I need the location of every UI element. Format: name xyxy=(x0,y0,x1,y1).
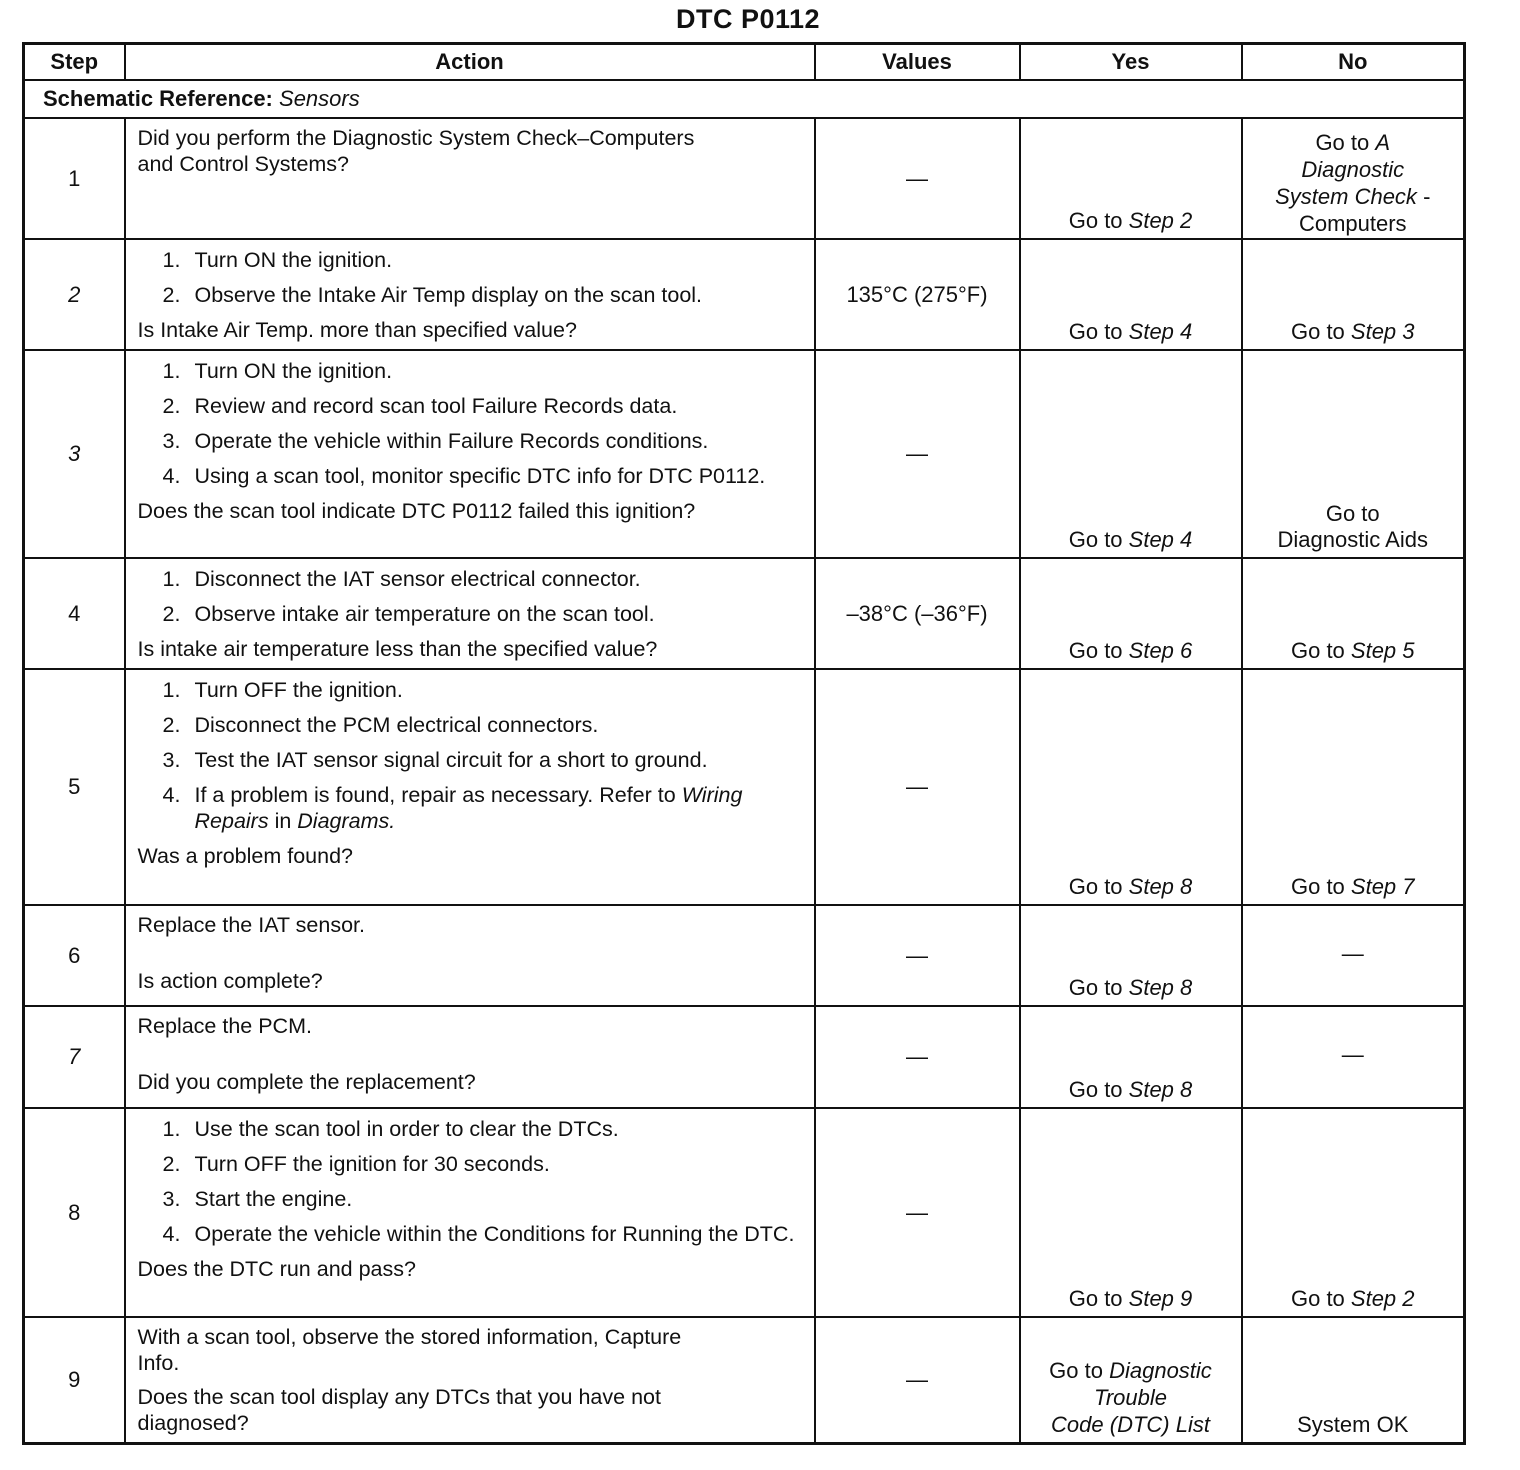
step-yes: Go to Step 4 xyxy=(1020,350,1242,558)
list-item: 2. Turn OFF the ignition for 30 seconds. xyxy=(162,1152,550,1176)
list-item: 3. Operate the vehicle within Failure Records conditions. xyxy=(162,429,709,453)
step-value: — xyxy=(815,905,1020,1006)
diagrams-link[interactable]: Diagrams. xyxy=(297,809,396,833)
list-item: 1. Use the scan tool in order to clear the DTCs. xyxy=(162,1117,619,1141)
step-yes: Go to Step 8 xyxy=(1020,905,1242,1006)
step-value: — xyxy=(815,1006,1020,1108)
step-no: Go to Step 7 xyxy=(1242,669,1465,905)
step-yes: Go to Step 6 xyxy=(1020,558,1242,669)
step-question: Does the scan tool display any DTCs that you have not diagnosed? xyxy=(137,1385,661,1435)
header-row xyxy=(24,44,1465,81)
step-action xyxy=(125,239,815,350)
step-link[interactable]: Step 4 xyxy=(1128,319,1193,344)
schematic-reference xyxy=(24,80,1465,118)
wiring-repairs-link[interactable]: Wiring Repairs xyxy=(194,783,743,833)
step-number: 8 xyxy=(24,1108,125,1317)
step-link[interactable]: Step 7 xyxy=(1350,874,1415,899)
step-question: Did you complete the replacement? xyxy=(137,1070,476,1094)
step-action xyxy=(125,350,815,558)
schematic-row xyxy=(24,80,1465,118)
step-link[interactable]: Code (DTC) List xyxy=(1051,1412,1210,1437)
step-action xyxy=(125,1006,815,1108)
step-link[interactable]: Step 2 xyxy=(1128,208,1193,233)
table-row xyxy=(24,1108,1465,1317)
table-row xyxy=(24,1317,1465,1444)
step-link[interactable]: Diagnostic xyxy=(1109,1358,1212,1383)
step-link[interactable]: Step 5 xyxy=(1350,638,1415,663)
step-value: — xyxy=(815,350,1020,558)
step-question: Is Intake Air Temp. more than specified value? xyxy=(137,318,577,342)
list-item: 1. Disconnect the IAT sensor electrical connector. xyxy=(162,567,641,591)
action-line: With a scan tool, observe the stored information, Capture Info. xyxy=(137,1325,682,1375)
list-item: 2. Observe the Intake Air Temp display on the scan tool. xyxy=(162,283,703,307)
step-action xyxy=(125,1108,815,1317)
list-item: 1. Turn OFF the ignition. xyxy=(162,678,403,702)
header-no: No xyxy=(1242,44,1465,81)
header-step: Step xyxy=(24,44,125,81)
step-number: 5 xyxy=(24,669,125,905)
header-yes: Yes xyxy=(1020,44,1242,81)
dtc-table xyxy=(22,42,1466,1445)
step-no: Go to Step 5 xyxy=(1242,558,1465,669)
step-number: 3 xyxy=(24,350,125,558)
step-link[interactable]: Step 8 xyxy=(1128,874,1193,899)
step-yes: Go to Step 9 xyxy=(1020,1108,1242,1317)
step-question: Does the scan tool indicate DTC P0112 failed this ignition? xyxy=(137,499,696,523)
step-action xyxy=(125,905,815,1006)
step-number: 7 xyxy=(24,1006,125,1108)
step-link[interactable]: Step 3 xyxy=(1350,319,1415,344)
step-link[interactable]: Step 8 xyxy=(1128,975,1193,1000)
step-link[interactable]: Diagnostic xyxy=(1301,157,1405,182)
link-suffix: Computers xyxy=(1298,211,1407,236)
step-value: — xyxy=(815,118,1020,239)
list-item: 3. Test the IAT sensor signal circuit for a short to ground. xyxy=(162,748,708,772)
step-no: — xyxy=(1242,1006,1465,1108)
step-action xyxy=(125,669,815,905)
header-values: Values xyxy=(815,44,1020,81)
step-question: Is action complete? xyxy=(137,969,323,993)
list-item: 1. Turn ON the ignition. xyxy=(162,248,393,272)
step-yes: Go to Step 8 xyxy=(1020,669,1242,905)
step-question: Is intake air temperature less than the specified value? xyxy=(137,637,658,661)
table-row xyxy=(24,239,1465,350)
step-value: –38°C (–36°F) xyxy=(815,558,1020,669)
goto-text: Go to xyxy=(1315,130,1370,155)
table-row xyxy=(24,350,1465,558)
list-item: 4. If a problem is found, repair as necessary. Refer to Wiring Repairs in Diagrams. xyxy=(162,783,743,833)
list-item: 4. Operate the vehicle within the Conditions for Running the DTC. xyxy=(162,1222,795,1246)
table-row xyxy=(24,118,1465,239)
step-yes: Go to Diagnostic Trouble Code (DTC) List xyxy=(1020,1317,1242,1444)
step-link[interactable]: Step 2 xyxy=(1350,1286,1415,1311)
step-link[interactable]: A xyxy=(1375,130,1391,155)
step-value: — xyxy=(815,669,1020,905)
table-row xyxy=(24,558,1465,669)
action-line: Replace the PCM. xyxy=(137,1014,312,1038)
diagnostic-aids-link[interactable]: Diagnostic Aids xyxy=(1277,527,1428,552)
goto-text: Go to xyxy=(1325,501,1380,526)
step-no xyxy=(1242,350,1465,558)
schematic-label: Schematic Reference: xyxy=(43,86,273,111)
table-row xyxy=(24,1006,1465,1108)
step-value: — xyxy=(815,1317,1020,1444)
step-number: 6 xyxy=(24,905,125,1006)
action-line: Did you perform the Diagnostic System Check–Computers xyxy=(137,126,695,150)
step-question: Does the DTC run and pass? xyxy=(137,1257,416,1281)
step-link[interactable]: Trouble xyxy=(1094,1385,1167,1410)
step-no: Go to Step 3 xyxy=(1242,239,1465,350)
table-row xyxy=(24,905,1465,1006)
step-action xyxy=(125,1317,815,1444)
step-no: System OK xyxy=(1242,1317,1465,1444)
step-value: — xyxy=(815,1108,1020,1317)
step-value: 135°C (275°F) xyxy=(815,239,1020,350)
step-no xyxy=(1242,118,1465,239)
step-yes: Go to Step 4 xyxy=(1020,239,1242,350)
step-number: 4 xyxy=(24,558,125,669)
list-item: 2. Observe intake air temperature on the scan tool. xyxy=(162,602,655,626)
step-action xyxy=(125,118,815,239)
list-item: 2. Disconnect the PCM electrical connectors. xyxy=(162,713,599,737)
step-question: Was a problem found? xyxy=(137,844,354,868)
step-link[interactable]: Step 8 xyxy=(1128,1077,1193,1102)
list-item: 2. Review and record scan tool Failure Records data. xyxy=(162,394,678,418)
separator-text: - xyxy=(1423,184,1431,209)
header-action: Action xyxy=(125,44,815,81)
step-yes: Go to Step 8 xyxy=(1020,1006,1242,1108)
step-number: 9 xyxy=(24,1317,125,1444)
page-title: DTC P0112 xyxy=(675,4,821,34)
step-link[interactable]: Step 4 xyxy=(1128,527,1193,552)
schematic-value: Sensors xyxy=(279,86,360,111)
list-item: 4. Using a scan tool, monitor specific DTC info for DTC P0112. xyxy=(162,464,766,488)
table-row xyxy=(24,669,1465,905)
step-link[interactable]: Step 6 xyxy=(1128,638,1193,663)
step-action xyxy=(125,558,815,669)
step-link[interactable]: System Check xyxy=(1275,184,1417,209)
list-item: 1. Turn ON the ignition. xyxy=(162,359,393,383)
step-yes xyxy=(1020,118,1242,239)
step-link[interactable]: Step 9 xyxy=(1128,1286,1193,1311)
goto-text: Go to xyxy=(1068,208,1129,233)
step-number: 2 xyxy=(24,239,125,350)
action-line: and Control Systems? xyxy=(137,152,350,176)
step-no: Go to Step 2 xyxy=(1242,1108,1465,1317)
action-line: Replace the IAT sensor. xyxy=(137,913,365,937)
step-no: — xyxy=(1242,905,1465,1006)
list-item: 3. Start the engine. xyxy=(162,1187,353,1211)
step-number: 1 xyxy=(24,118,125,239)
